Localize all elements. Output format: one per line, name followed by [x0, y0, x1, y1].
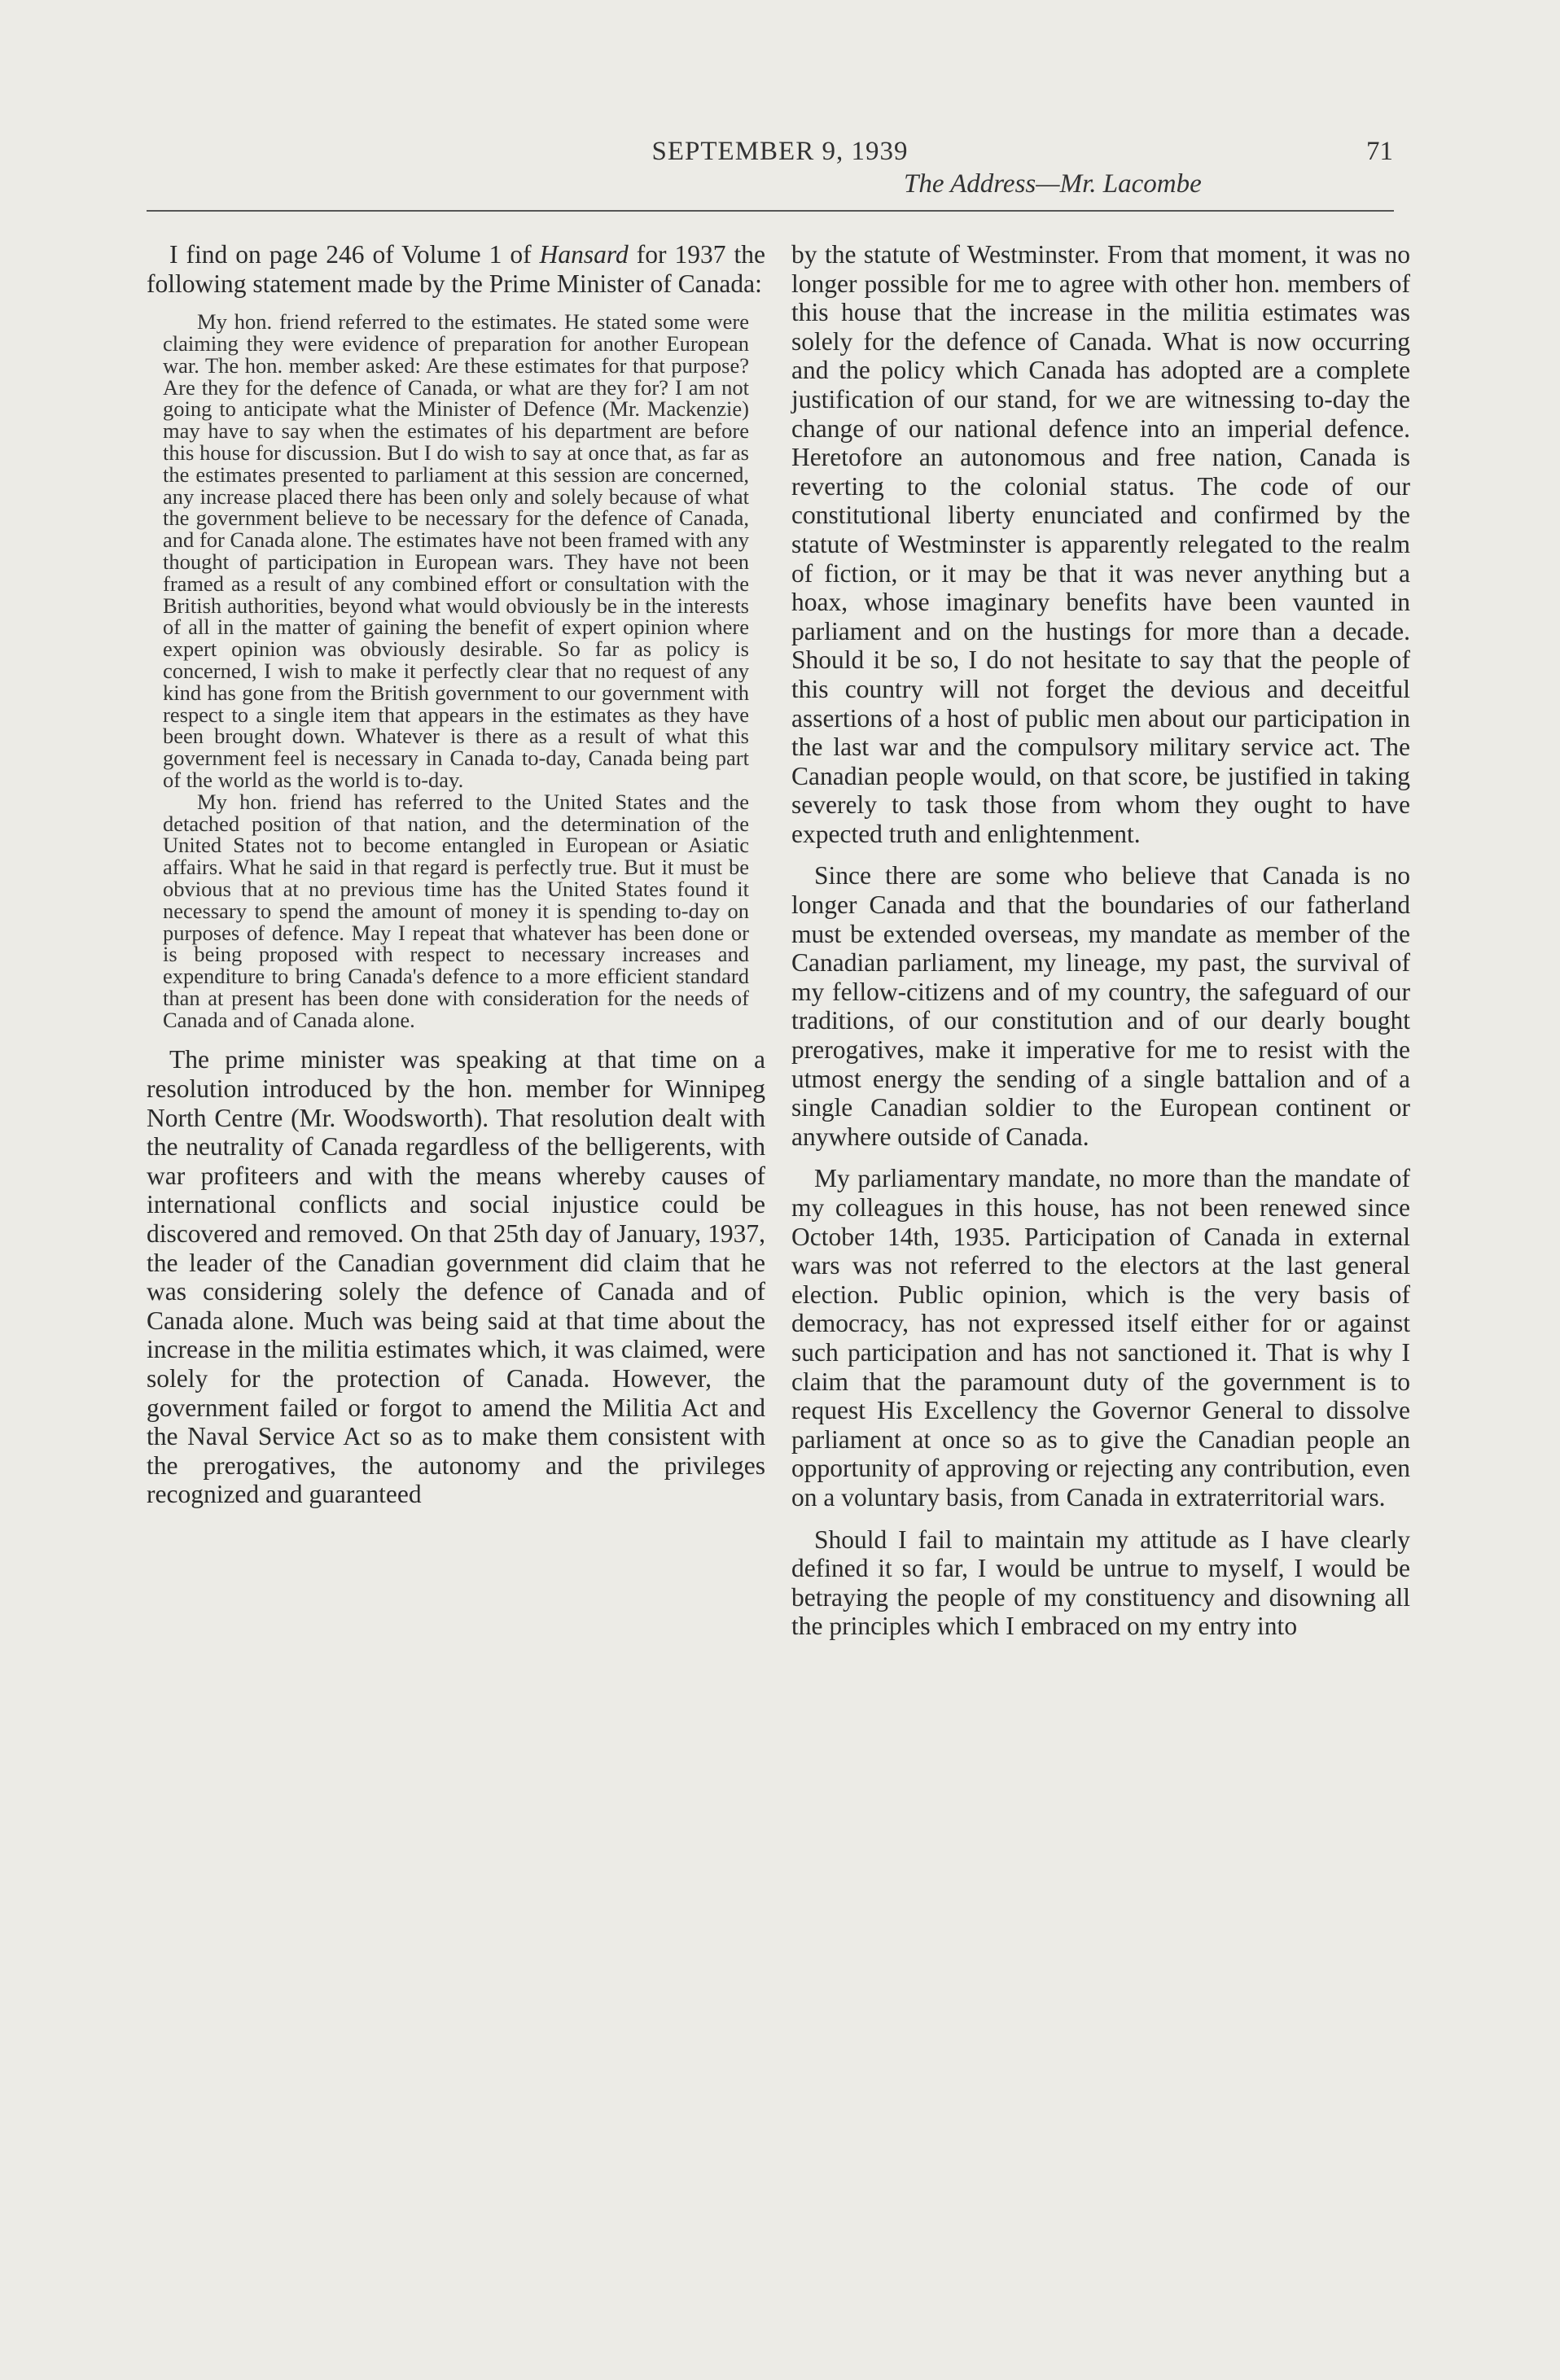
- page-date-header: SEPTEMBER 9, 1939: [651, 137, 909, 166]
- intro-text-after: for 1937 the following statement made by the Prime Minister of Canada:: [147, 240, 766, 298]
- left-column: [147, 240, 765, 1509]
- quote-paragraph-1: My hon. friend referred to the estimates. He stated some were claiming they were evidence of preparation for another European war. The hon. member asked: Are these estimates for that purpose? Are they for the defence of Canada, or what are they for? I am not going to anticipate what the Minister of Defence (Mr. Mackenzie) may have to say when the estimates of his department are before this house for discussion. But I do wish to say at once that, as far as the estimates presented to parliament at this session are concerned, any increase placed there has been only and solely because of what the government believe to be necessary for the defence of Canada, and for Canada alone. The estimates have not been framed with any thought of participation in European wars. They have not been framed as a result of any combined effort or consultation with the British authorities, beyond what would obviously be in the interests of all in the matter of gaining the benefit of expert opinion where expert opinion was obviously desirable. So far as policy is concerned, I wish to make it perfectly clear that no request of any kind has gone from the British government to our government with respect to a single item that appears in the estimates as they have been brought down. Whatever is there as a result of what this government feel is necessary in Canada to-day, Canada being part of the world as the world is to-day.: [163, 309, 749, 792]
- left-paragraph-2: The prime minister was speaking at that time on a resolution introduced by the hon. member for Winnipeg North Centre (Mr. Woodsworth). That resolution dealt with the neutrality of Canada regardless of the belligerents, with war profiteers and with the means whereby causes of international conflicts and social injustice could be discovered and removed. On that 25th day of January, 1937, the leader of the Canadian government did claim that he was considering solely the defence of Canada and of Canada alone. Much was being said at that time about the increase in the militia estimates which, it was claimed, were solely for the protection of Canada. However, the government failed or forgot to amend the Militia Act and the Naval Service Act so as to make them consistent with the prerogatives, the autonomy and the privileges recognized and guaranteed: [147, 1045, 765, 1509]
- quote-paragraph-2: My hon. friend has referred to the United States and the detached position of that nation, and the determination of the United States not to become entangled in European or Asiatic affairs. What he said in that regard is perfectly true. But it must be obvious that at no previous time has the United States found it necessary to spend the amount of money it is spending to-day on purposes of defence. May I repeat that whatever has been done or is being proposed with respect to necessary increases and expenditure to bring Canada's defence to a more efficient standard than at present has been done with consideration for the needs of Canada and of Canada alone.: [163, 789, 749, 1032]
- running-title: The Address—Mr. Lacombe: [904, 169, 1202, 199]
- right-paragraph-1: by the statute of Westminster. From that moment, it was no longer possible for me to agree with other hon. members of this house that the increase in the militia estimates was solely for the defence of Canada. What is now occurring and the policy which Canada has adopted are a complete justification of our stand, for we are witnessing to-day the change of our national defence into an imperial defence. Heretofore an autonomous and free nation, Canada is reverting to the colonial status. The code of our constitutional liberty enunciated and confirmed by the statute of Westminster is apparently relegated to the realm of fiction, or it may be that it was never anything but a hoax, whose imaginary benefits have been vaunted in parliament and on the hustings for more than a decade. Should it be so, I do not hesitate to say that the people of this country will not forget the devious and deceitful assertions of a host of public men about our participation in the last war and the compulsory military service act. The Canadian people would, on that score, be justified in taking severely to task those from whom they ought to have expected truth and enlightenment.: [791, 240, 1410, 848]
- intro-paragraph: [147, 240, 765, 298]
- quoted-statement: [147, 311, 765, 1030]
- right-paragraph-2: Since there are some who believe that Canada is no longer Canada and that the boundaries of our fatherland must be extended overseas, my mandate as member of the Canadian parliament, my lineage, my past, the survival of my fellow-citizens and of my country, the safeguard of our traditions, of our constitution and of our dearly bought prerogatives, make it imperative for me to resist with the utmost energy the sending of a single battalion and of a single Canadian soldier to the European continent or anywhere outside of Canada.: [791, 861, 1410, 1151]
- right-paragraph-4: Should I fail to maintain my attitude as I have clearly defined it so far, I would be untrue to myself, I would be betraying the people of my constituency and disowning all the principles which I embraced on my entry into: [791, 1525, 1410, 1641]
- header-rule: [147, 210, 1394, 212]
- right-paragraph-3: My parliamentary mandate, no more than the mandate of my colleagues in this house, has not been renewed since October 14th, 1935. Participation of Canada in external wars was not referred to the electors at the last general election. Public opinion, which is the very basis of democracy, has not expressed itself either for or against such participation and has not sanctioned it. That is why I claim that the paramount duty of the government is to request His Excellency the Governor General to dissolve parliament at once so as to give the Canadian people an opportunity of approving or rejecting any contribution, even on a voluntary basis, from Canada in extraterritorial wars.: [791, 1164, 1410, 1512]
- intro-text-before: I find on page 246 of Volume 1 of: [169, 240, 532, 269]
- right-column: [791, 240, 1410, 1641]
- page-number: 71: [1366, 137, 1393, 166]
- hansard-italic: Hansard: [539, 240, 629, 269]
